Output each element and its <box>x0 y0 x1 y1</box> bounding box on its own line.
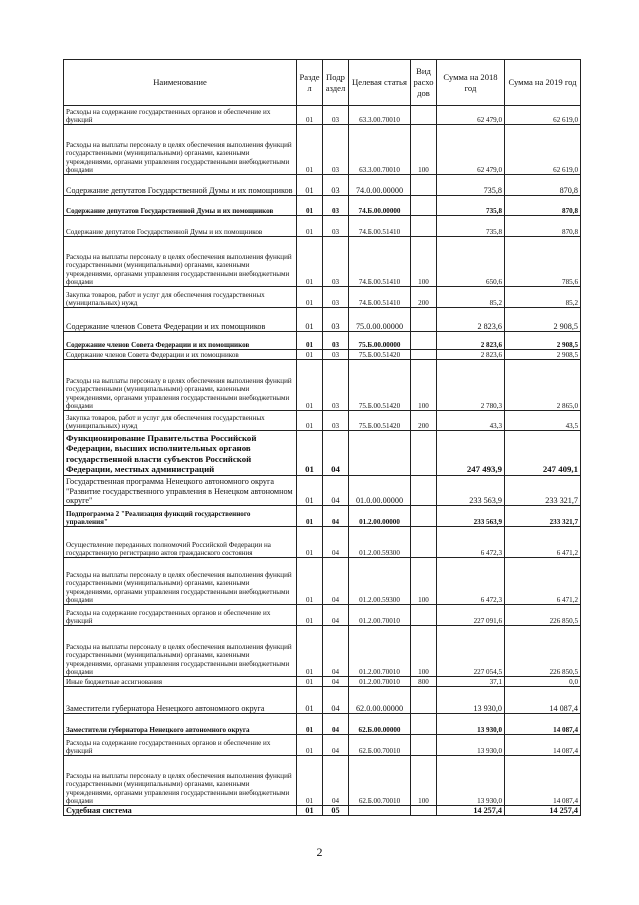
row-sum-2018: 735,8 <box>437 175 505 196</box>
row-name: Содержание депутатов Государственной Думы и их помощников <box>64 216 297 237</box>
row-target: 01.2.00.70010 <box>349 626 411 677</box>
row-sum-2019: 14 087,4 <box>505 735 581 756</box>
table-row <box>64 216 581 237</box>
row-sum-2018: 227 091,6 <box>437 605 505 626</box>
row-section: 01 <box>297 687 323 714</box>
row-type: 100 <box>411 756 437 806</box>
row-section: 01 <box>297 350 323 360</box>
header-type: Вид расхо дов <box>411 60 437 106</box>
row-sum-2018: 14 257,4 <box>437 806 505 816</box>
table-row <box>64 237 581 287</box>
row-subsection: 04 <box>323 558 349 605</box>
row-sum-2019: 85,2 <box>505 287 581 308</box>
row-sum-2018: 247 493,9 <box>437 431 505 476</box>
row-name: Подпрограмма 2 "Реализация функций государственного управления" <box>64 506 297 527</box>
row-subsection: 04 <box>323 476 349 506</box>
row-sum-2018: 6 472,3 <box>437 558 505 605</box>
budget-table <box>63 59 581 816</box>
table-header-row <box>64 60 581 106</box>
row-target: 01.2.00.70010 <box>349 677 411 687</box>
row-sum-2019: 0,0 <box>505 677 581 687</box>
row-sum-2019: 2 865,0 <box>505 360 581 411</box>
row-target: 75.0.00.00000 <box>349 308 411 332</box>
page-number: 2 <box>316 845 323 859</box>
table-row <box>64 431 581 476</box>
table-row <box>64 175 581 196</box>
row-sum-2018: 2 823,6 <box>437 332 505 350</box>
row-subsection: 04 <box>323 431 349 476</box>
row-target: 62.Б.00.70010 <box>349 756 411 806</box>
table-row <box>64 360 581 411</box>
row-target: 01.2.00.59300 <box>349 558 411 605</box>
row-section: 01 <box>297 125 323 175</box>
table-row <box>64 196 581 216</box>
row-target: 74.Б.00.51410 <box>349 287 411 308</box>
table-row <box>64 756 581 806</box>
row-type: 100 <box>411 360 437 411</box>
row-type <box>411 332 437 350</box>
row-section: 01 <box>297 714 323 735</box>
row-section: 01 <box>297 677 323 687</box>
row-type: 200 <box>411 411 437 431</box>
row-type <box>411 216 437 237</box>
row-subsection: 03 <box>323 411 349 431</box>
row-target: 75.Б.00.51420 <box>349 360 411 411</box>
row-target: 74.Б.00.51410 <box>349 237 411 287</box>
row-section: 01 <box>297 360 323 411</box>
row-name: Содержание депутатов Государственной Думы и их помощников <box>64 175 297 196</box>
row-name: Содержание членов Совета Федерации и их помощников <box>64 350 297 360</box>
row-section: 01 <box>297 332 323 350</box>
table-row <box>64 350 581 360</box>
row-sum-2018: 13 930,0 <box>437 756 505 806</box>
row-type <box>411 605 437 626</box>
row-type <box>411 687 437 714</box>
row-sum-2019: 870,8 <box>505 216 581 237</box>
row-subsection: 04 <box>323 735 349 756</box>
table-row <box>64 106 581 125</box>
header-target: Целевая статья <box>349 60 411 106</box>
row-sum-2019: 6 471,2 <box>505 558 581 605</box>
row-subsection: 04 <box>323 687 349 714</box>
row-name: Расходы на выплаты персоналу в целях обеспечения выполнения функций государственными (муниципальными) органами, казенными учреждениями, органами управления государственными внебюджетными фондами <box>64 558 297 605</box>
table-row <box>64 605 581 626</box>
row-target: 01.0.00.00000 <box>349 476 411 506</box>
row-name: Функционирование Правительства Российской Федерации, высших исполнительных органов государственной власти субъектов Российской Федерации, местных администраций <box>64 431 297 476</box>
row-type: 100 <box>411 558 437 605</box>
row-sum-2019: 226 850,5 <box>505 605 581 626</box>
row-sum-2018: 735,8 <box>437 196 505 216</box>
row-sum-2019: 6 471,2 <box>505 527 581 558</box>
header-sum-2018: Сумма на 2018 год <box>437 60 505 106</box>
row-type <box>411 350 437 360</box>
row-section: 01 <box>297 175 323 196</box>
row-name: Заместители губернатора Ненецкого автономного округа <box>64 714 297 735</box>
header-section: Разде л <box>297 60 323 106</box>
row-type: 100 <box>411 626 437 677</box>
row-target: 74.Б.00.00000 <box>349 196 411 216</box>
row-subsection: 04 <box>323 677 349 687</box>
row-target: 63.3.00.70010 <box>349 106 411 125</box>
row-name: Расходы на содержание государственных органов и обеспечение их функций <box>64 605 297 626</box>
row-target: 62.0.00.00000 <box>349 687 411 714</box>
table-row <box>64 558 581 605</box>
row-section: 01 <box>297 558 323 605</box>
row-target: 63.3.00.70010 <box>349 125 411 175</box>
row-subsection: 04 <box>323 626 349 677</box>
row-subsection: 03 <box>323 308 349 332</box>
row-subsection: 04 <box>323 527 349 558</box>
row-section: 01 <box>297 605 323 626</box>
table-row <box>64 677 581 687</box>
row-sum-2018: 2 780,3 <box>437 360 505 411</box>
row-type <box>411 714 437 735</box>
row-sum-2019: 43,5 <box>505 411 581 431</box>
row-section: 01 <box>297 196 323 216</box>
table-row <box>64 476 581 506</box>
row-name: Расходы на выплаты персоналу в целях обеспечения выполнения функций государственными (муниципальными) органами, казенными учреждениями, органами управления государственными внебюджетными фондами <box>64 125 297 175</box>
row-target: 75.Б.00.51420 <box>349 350 411 360</box>
table-row <box>64 687 581 714</box>
row-section: 01 <box>297 431 323 476</box>
table-row <box>64 506 581 527</box>
row-name: Содержание членов Совета Федерации и их помощников <box>64 332 297 350</box>
row-section: 01 <box>297 216 323 237</box>
row-subsection: 05 <box>323 806 349 816</box>
row-type <box>411 527 437 558</box>
row-sum-2018: 2 823,6 <box>437 308 505 332</box>
row-sum-2018: 735,8 <box>437 216 505 237</box>
row-section: 01 <box>297 626 323 677</box>
row-type <box>411 175 437 196</box>
header-subsection: Подр аздел <box>323 60 349 106</box>
row-sum-2019: 2 908,5 <box>505 350 581 360</box>
row-subsection: 04 <box>323 506 349 527</box>
row-sum-2019: 62 619,0 <box>505 125 581 175</box>
row-section: 01 <box>297 756 323 806</box>
table-row <box>64 735 581 756</box>
row-sum-2019: 62 619,0 <box>505 106 581 125</box>
row-sum-2019: 226 850,5 <box>505 626 581 677</box>
header-sum-2019: Сумма на 2019 год <box>505 60 581 106</box>
row-sum-2019: 14 087,4 <box>505 756 581 806</box>
row-section: 01 <box>297 237 323 287</box>
row-sum-2018: 650,6 <box>437 237 505 287</box>
row-name: Расходы на выплаты персоналу в целях обеспечения выполнения функций государственными (муниципальными) органами, казенными учреждениями, органами управления государственными внебюджетными фондами <box>64 360 297 411</box>
row-name: Расходы на содержание государственных органов и обеспечение их функций <box>64 735 297 756</box>
row-sum-2019: 233 321,7 <box>505 476 581 506</box>
row-section: 01 <box>297 806 323 816</box>
row-section: 01 <box>297 527 323 558</box>
row-target: 75.Б.00.51420 <box>349 411 411 431</box>
row-type <box>411 735 437 756</box>
row-sum-2018: 233 563,9 <box>437 506 505 527</box>
row-subsection: 03 <box>323 196 349 216</box>
row-section: 01 <box>297 476 323 506</box>
row-sum-2019: 233 321,7 <box>505 506 581 527</box>
row-sum-2018: 13 930,0 <box>437 714 505 735</box>
row-name: Заместители губернатора Ненецкого автономного округа <box>64 687 297 714</box>
row-sum-2018: 227 054,5 <box>437 626 505 677</box>
row-sum-2018: 85,2 <box>437 287 505 308</box>
row-sum-2019: 2 908,5 <box>505 332 581 350</box>
row-sum-2019: 14 257,4 <box>505 806 581 816</box>
row-subsection: 03 <box>323 106 349 125</box>
row-section: 01 <box>297 506 323 527</box>
row-subsection: 03 <box>323 287 349 308</box>
row-name: Судебная система <box>64 806 297 816</box>
row-type <box>411 308 437 332</box>
table-row <box>64 626 581 677</box>
table-row <box>64 332 581 350</box>
row-type: 200 <box>411 287 437 308</box>
row-name: Иные бюджетные ассигнования <box>64 677 297 687</box>
row-target: 62.Б.00.70010 <box>349 735 411 756</box>
table-row <box>64 411 581 431</box>
row-type: 800 <box>411 677 437 687</box>
row-subsection: 04 <box>323 756 349 806</box>
row-sum-2019: 785,6 <box>505 237 581 287</box>
row-sum-2018: 13 930,0 <box>437 735 505 756</box>
row-type <box>411 106 437 125</box>
row-sum-2019: 14 087,4 <box>505 687 581 714</box>
row-sum-2019: 247 409,1 <box>505 431 581 476</box>
header-name: Наименование <box>64 60 297 106</box>
row-subsection: 03 <box>323 175 349 196</box>
row-section: 01 <box>297 411 323 431</box>
row-name: Осуществление переданных полномочий Российской Федерации на государственную регистрацию актов гражданского состояния <box>64 527 297 558</box>
row-sum-2019: 870,8 <box>505 175 581 196</box>
table-row <box>64 527 581 558</box>
row-section: 01 <box>297 308 323 332</box>
row-name: Расходы на выплаты персоналу в целях обеспечения выполнения функций государственными (муниципальными) органами, казенными учреждениями, органами управления государственными внебюджетными фондами <box>64 756 297 806</box>
row-subsection: 03 <box>323 350 349 360</box>
row-sum-2018: 43,3 <box>437 411 505 431</box>
row-section: 01 <box>297 735 323 756</box>
row-section: 01 <box>297 106 323 125</box>
row-type <box>411 431 437 476</box>
row-target: 74.0.00.00000 <box>349 175 411 196</box>
table-row <box>64 125 581 175</box>
row-subsection: 03 <box>323 360 349 411</box>
row-name: Закупка товаров, работ и услуг для обеспечения государственных (муниципальных) нужд <box>64 287 297 308</box>
row-name: Содержание депутатов Государственной Думы и их помощников <box>64 196 297 216</box>
table-row <box>64 308 581 332</box>
row-name: Расходы на содержание государственных органов и обеспечение их функций <box>64 106 297 125</box>
row-name: Расходы на выплаты персоналу в целях обеспечения выполнения функций государственными (муниципальными) органами, казенными учреждениями, органами управления государственными внебюджетными фондами <box>64 237 297 287</box>
row-target: 62.Б.00.00000 <box>349 714 411 735</box>
row-target: 01.2.00.59300 <box>349 527 411 558</box>
row-target <box>349 806 411 816</box>
row-type <box>411 806 437 816</box>
table-row <box>64 806 581 816</box>
table-row <box>64 714 581 735</box>
row-type: 100 <box>411 125 437 175</box>
row-type <box>411 196 437 216</box>
row-sum-2018: 6 472,3 <box>437 527 505 558</box>
row-target: 74.Б.00.51410 <box>349 216 411 237</box>
row-sum-2018: 2 823,6 <box>437 350 505 360</box>
row-sum-2019: 2 908,5 <box>505 308 581 332</box>
row-target: 01.2.00.70010 <box>349 605 411 626</box>
row-name: Расходы на выплаты персоналу в целях обеспечения выполнения функций государственными (муниципальными) органами, казенными учреждениями, органами управления государственными внебюджетными фондами <box>64 626 297 677</box>
row-sum-2018: 62 479,0 <box>437 125 505 175</box>
row-sum-2019: 870,8 <box>505 196 581 216</box>
row-target <box>349 431 411 476</box>
row-subsection: 03 <box>323 332 349 350</box>
row-sum-2019: 14 087,4 <box>505 714 581 735</box>
row-subsection: 04 <box>323 605 349 626</box>
row-target: 75.Б.00.00000 <box>349 332 411 350</box>
row-sum-2018: 233 563,9 <box>437 476 505 506</box>
row-type <box>411 506 437 527</box>
row-subsection: 03 <box>323 237 349 287</box>
row-type <box>411 476 437 506</box>
table-row <box>64 287 581 308</box>
row-type: 100 <box>411 237 437 287</box>
row-subsection: 03 <box>323 216 349 237</box>
row-name: Государственная программа Ненецкого автономного округа "Развитие государственного управления в Ненецком автономном округе" <box>64 476 297 506</box>
row-name: Содержание членов Совета Федерации и их помощников <box>64 308 297 332</box>
row-sum-2018: 37,1 <box>437 677 505 687</box>
row-target: 01.2.00.00000 <box>349 506 411 527</box>
row-sum-2018: 13 930,0 <box>437 687 505 714</box>
row-subsection: 04 <box>323 714 349 735</box>
row-section: 01 <box>297 287 323 308</box>
row-subsection: 03 <box>323 125 349 175</box>
row-sum-2018: 62 479,0 <box>437 106 505 125</box>
row-name: Закупка товаров, работ и услуг для обеспечения государственных (муниципальных) нужд <box>64 411 297 431</box>
